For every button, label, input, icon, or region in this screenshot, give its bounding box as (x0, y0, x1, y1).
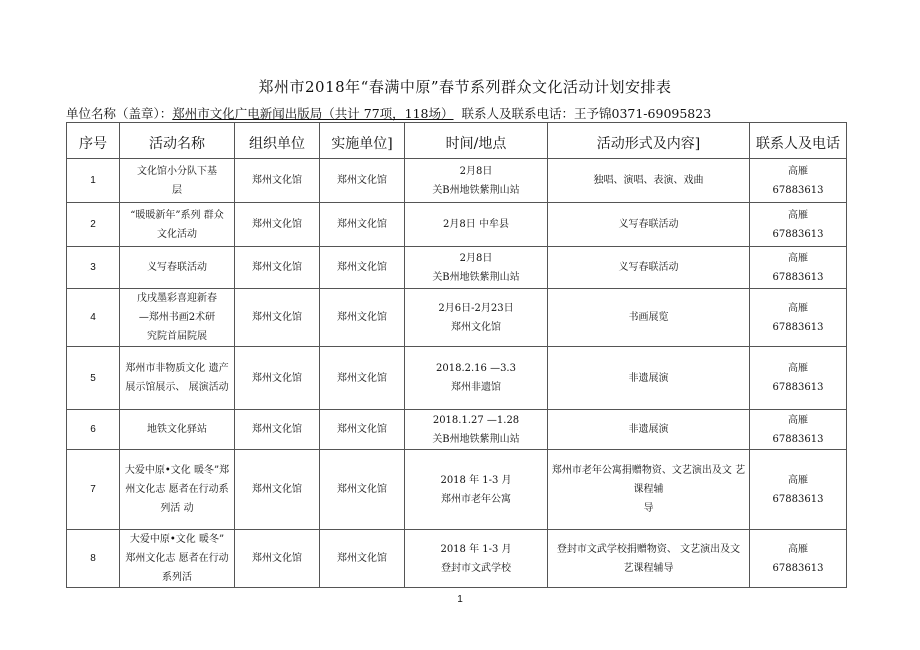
cell-implementer: 郑州文化馆 (320, 530, 405, 588)
document-title: 郑州市2018年“春满中原”春节系列群众文化活动计划安排表 (258, 78, 672, 96)
cell-contact-line: 高雁 (788, 363, 808, 374)
cell-activity-name-line: 系列活 (162, 572, 192, 583)
header-organizer: 组织单位 (235, 123, 320, 159)
cell-contact-line: 高雁 (788, 414, 808, 426)
cell-organizer: 郑州文化馆 (235, 410, 320, 450)
cell-seq: 6 (67, 410, 120, 450)
cell-implementer: 郑州文化馆 (320, 159, 405, 203)
cell-time-place-line: 郑州文化馆 (451, 321, 501, 333)
table-row (67, 289, 847, 347)
cell-time-place (405, 247, 548, 289)
cell-time-place-line: 郑州非遗馆 (451, 382, 501, 393)
cell-form-content (548, 530, 750, 588)
table-row (67, 247, 847, 289)
cell-seq: 8 (67, 530, 120, 588)
cell-contact-line: 67883613 (772, 493, 824, 505)
header-implementer: 实施单位] (320, 123, 405, 159)
cell-activity-name-line: 大爱中原•文化 暖冬” (129, 534, 225, 545)
cell-activity-name-line: 文化活动 (157, 228, 197, 240)
cell-contact-line: 高雁 (788, 209, 808, 221)
cell-time-place (405, 347, 548, 410)
cell-seq: 5 (67, 347, 120, 410)
cell-time-place-line: 2018.2.16 —3.3 (436, 363, 516, 374)
cell-time-place-line: 关B州地铁紫荆山站 (432, 271, 520, 283)
cell-time-place-line: 2018.1.27 —1.28 (432, 414, 520, 426)
cell-activity-name-line: 层 (172, 184, 182, 196)
cell-form-content: 书画展览 (548, 289, 750, 347)
cell-organizer: 郑州文化馆 (235, 530, 320, 588)
header-form-content: 活动形式及内容] (548, 123, 750, 159)
cell-implementer: 郑州文化馆 (320, 347, 405, 410)
cell-contact-line: 高雁 (788, 302, 808, 314)
cell-activity-name (120, 247, 235, 289)
cell-contact (750, 159, 847, 203)
cell-form-content-line: 导 (643, 503, 654, 514)
cell-time-place-line: 登封市文武学校 (441, 562, 511, 574)
cell-implementer: 郑州文化馆 (320, 289, 405, 347)
cell-contact-line: 67883613 (772, 184, 824, 196)
table-row (67, 347, 847, 410)
header-seq: 序号 (67, 123, 120, 159)
cell-activity-name (120, 203, 235, 247)
cell-time-place-line: 郑州市老年公寓 (441, 493, 511, 505)
cell-contact (750, 530, 847, 588)
cell-contact-line: 高雁 (788, 474, 808, 486)
table-row (67, 410, 847, 450)
cell-activity-name-line: 戊戌墨彩喜迎新春 (137, 293, 217, 304)
cell-activity-name-line: 展示馆展示、 展演活动 (125, 382, 229, 393)
cell-implementer: 郑州文化馆 (320, 450, 405, 530)
cell-form-content: 义写春联活动 (548, 203, 750, 247)
cell-form-content: 非遗展演 (548, 410, 750, 450)
cell-time-place (405, 450, 548, 530)
table-row (67, 450, 847, 530)
cell-organizer: 郑州文化馆 (235, 450, 320, 530)
cell-form-content (548, 450, 750, 530)
cell-contact (750, 450, 847, 530)
cell-seq: 7 (67, 450, 120, 530)
cell-seq: 2 (67, 203, 120, 247)
cell-time-place (405, 203, 548, 247)
cell-form-content-line: 郑州市老年公寓捐赠物资、文艺演出及文 艺课程辅 (551, 465, 746, 495)
cell-activity-name-line: 地铁文化驿站 (147, 424, 207, 435)
cell-contact (750, 203, 847, 247)
unit-label: 单位名称（盖章）： (66, 106, 173, 121)
cell-activity-name-line: 究院首届院展 (147, 331, 207, 342)
cell-activity-name-line: 州文化志 愿者在行动系 (125, 484, 229, 495)
cell-time-place-line: 2018 年 1-3 月 (440, 474, 512, 486)
cell-form-content: 义写春联活动 (548, 247, 750, 289)
cell-contact (750, 247, 847, 289)
cell-contact-line: 67883613 (772, 321, 824, 333)
cell-form-content: 独唱、演唱、表演、戏曲 (548, 159, 750, 203)
cell-seq: 4 (67, 289, 120, 347)
cell-activity-name (120, 410, 235, 450)
cell-form-content-line: 登封市文武学校捐赠物资、 文艺演出及文 (556, 543, 741, 555)
cell-contact-line: 67883613 (772, 271, 824, 283)
cell-time-place-line: 关B州地铁紫荆山站 (432, 433, 520, 445)
cell-implementer: 郑州文化馆 (320, 203, 405, 247)
contact-label: 联系人及联系电话：王予锦0371-69095823 (461, 106, 712, 121)
page-number: 1 (457, 594, 463, 605)
header-activity-name: 活动名称 (120, 123, 235, 159)
cell-organizer: 郑州文化馆 (235, 347, 320, 410)
unit-value: 郑州市文化广电新闻出版局（共计 77项，118场） (172, 106, 454, 121)
cell-activity-name-line: —郑州书画2术研 (138, 312, 216, 323)
cell-activity-name-line: 郑州文化志 愿者在行动 (125, 553, 229, 564)
cell-activity-name (120, 450, 235, 530)
cell-form-content-line: 艺课程辅导 (623, 562, 674, 574)
cell-time-place-line: 关B州地铁紫荆山站 (432, 184, 520, 196)
cell-contact-line: 67883613 (772, 433, 824, 445)
cell-seq: 1 (67, 159, 120, 203)
cell-time-place-line: 2月8日 (459, 252, 493, 264)
cell-time-place (405, 530, 548, 588)
cell-organizer: 郑州文化馆 (235, 203, 320, 247)
table-row (67, 530, 847, 588)
cell-organizer: 郑州文化馆 (235, 289, 320, 347)
cell-activity-name (120, 289, 235, 347)
cell-activity-name-line: 大爱中原•文化 暖冬”郑 (124, 465, 230, 476)
cell-activity-name-line: 文化馆小分队下基 (137, 165, 217, 177)
cell-contact (750, 347, 847, 410)
table-header-row (67, 123, 847, 159)
cell-activity-name-line: 列活 动 (160, 503, 194, 514)
cell-time-place-line: 2018 年 1-3 月 (440, 543, 512, 555)
cell-time-place-line: 2月8日 中牟县 (443, 219, 509, 230)
table-row (67, 159, 847, 203)
cell-time-place-line: 2月6日-2月23日 (438, 302, 514, 314)
cell-contact-line: 高雁 (788, 543, 808, 555)
cell-contact (750, 410, 847, 450)
cell-organizer: 郑州文化馆 (235, 247, 320, 289)
cell-time-place (405, 410, 548, 450)
cell-activity-name (120, 347, 235, 410)
cell-time-place (405, 159, 548, 203)
cell-contact (750, 289, 847, 347)
cell-contact-line: 67883613 (772, 382, 824, 393)
cell-activity-name-line: “暖暖新年”系列 群众 (130, 209, 224, 221)
cell-organizer: 郑州文化馆 (235, 159, 320, 203)
cell-contact-line: 67883613 (772, 228, 824, 240)
header-contact: 联系人及电话 (750, 123, 847, 159)
cell-implementer: 郑州文化馆 (320, 410, 405, 450)
cell-time-place (405, 289, 548, 347)
cell-activity-name-line: 义写春联活动 (147, 262, 207, 273)
cell-contact-line: 高雁 (788, 252, 808, 264)
activity-table (66, 122, 847, 588)
cell-activity-name (120, 530, 235, 588)
cell-seq: 3 (67, 247, 120, 289)
header-time-place: 时间/地点 (405, 123, 548, 159)
cell-contact-line: 高雁 (788, 165, 808, 177)
table-row (67, 203, 847, 247)
cell-implementer: 郑州文化馆 (320, 247, 405, 289)
cell-contact-line: 67883613 (772, 562, 824, 574)
cell-activity-name (120, 159, 235, 203)
cell-activity-name-line: 郑州市非物质文化 遗产 (125, 363, 229, 374)
cell-form-content: 非遗展演 (548, 347, 750, 410)
cell-time-place-line: 2月8日 (459, 165, 493, 177)
unit-line (66, 104, 711, 122)
